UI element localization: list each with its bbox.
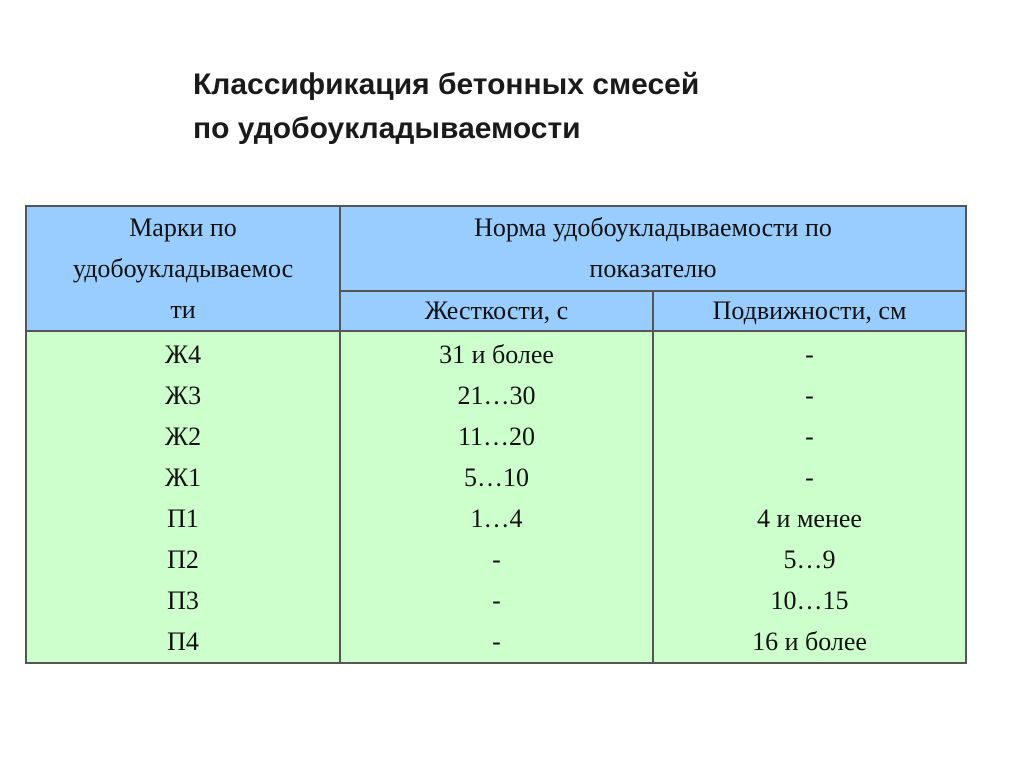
header-stiffness-cell: Жесткости, с xyxy=(340,291,653,331)
table-cell: 16 и более xyxy=(752,627,867,656)
table-cell: - xyxy=(805,463,814,492)
stiffness-column xyxy=(340,331,653,663)
title-line-1: Классификация бетонных смесей xyxy=(193,68,700,101)
table-row: Ж3 xyxy=(164,381,202,410)
header-brand-line-1: Марки по xyxy=(129,213,237,242)
header-mobility-cell: Подвижности, см xyxy=(653,291,966,331)
header-norm-line-2: показателю xyxy=(589,254,717,284)
table-row: Ж2 xyxy=(164,422,202,451)
table-row: П3 xyxy=(167,586,199,615)
title-line-2: по удобоукладываемости xyxy=(193,112,581,145)
table-cell: - xyxy=(492,627,501,656)
header-brand-line-3: ти xyxy=(170,295,196,324)
table-row: П1 xyxy=(167,504,199,533)
brand-column xyxy=(26,331,340,663)
header-norm-line-1: Норма удобоукладываемости по xyxy=(474,213,832,243)
table-row: П2 xyxy=(167,545,199,574)
table-cell: 11…20 xyxy=(457,422,536,451)
table-cell: 21…30 xyxy=(457,381,536,410)
slide-title xyxy=(193,63,699,151)
table-cell: - xyxy=(492,586,501,615)
table-cell: 31 и более xyxy=(439,340,554,369)
header-norm-cell xyxy=(340,206,966,291)
header-brand-line-2: удобоукладываемос xyxy=(72,254,294,283)
classification-table xyxy=(25,205,967,664)
table-cell: - xyxy=(492,545,501,574)
table-cell: 1…4 xyxy=(470,504,523,533)
table-cell: 4 и менее xyxy=(757,504,862,533)
table-row: Ж1 xyxy=(164,463,202,492)
table-cell: 5…9 xyxy=(783,545,836,574)
table-cell: - xyxy=(805,422,814,451)
table-cell: - xyxy=(805,381,814,410)
header-brand-cell xyxy=(26,206,340,331)
table-cell: 5…10 xyxy=(464,463,529,492)
table-cell: - xyxy=(805,340,814,369)
mobility-column xyxy=(653,331,966,663)
table-row: Ж4 xyxy=(164,340,202,369)
table-cell: 10…15 xyxy=(770,586,849,615)
table-row: П4 xyxy=(167,627,199,656)
